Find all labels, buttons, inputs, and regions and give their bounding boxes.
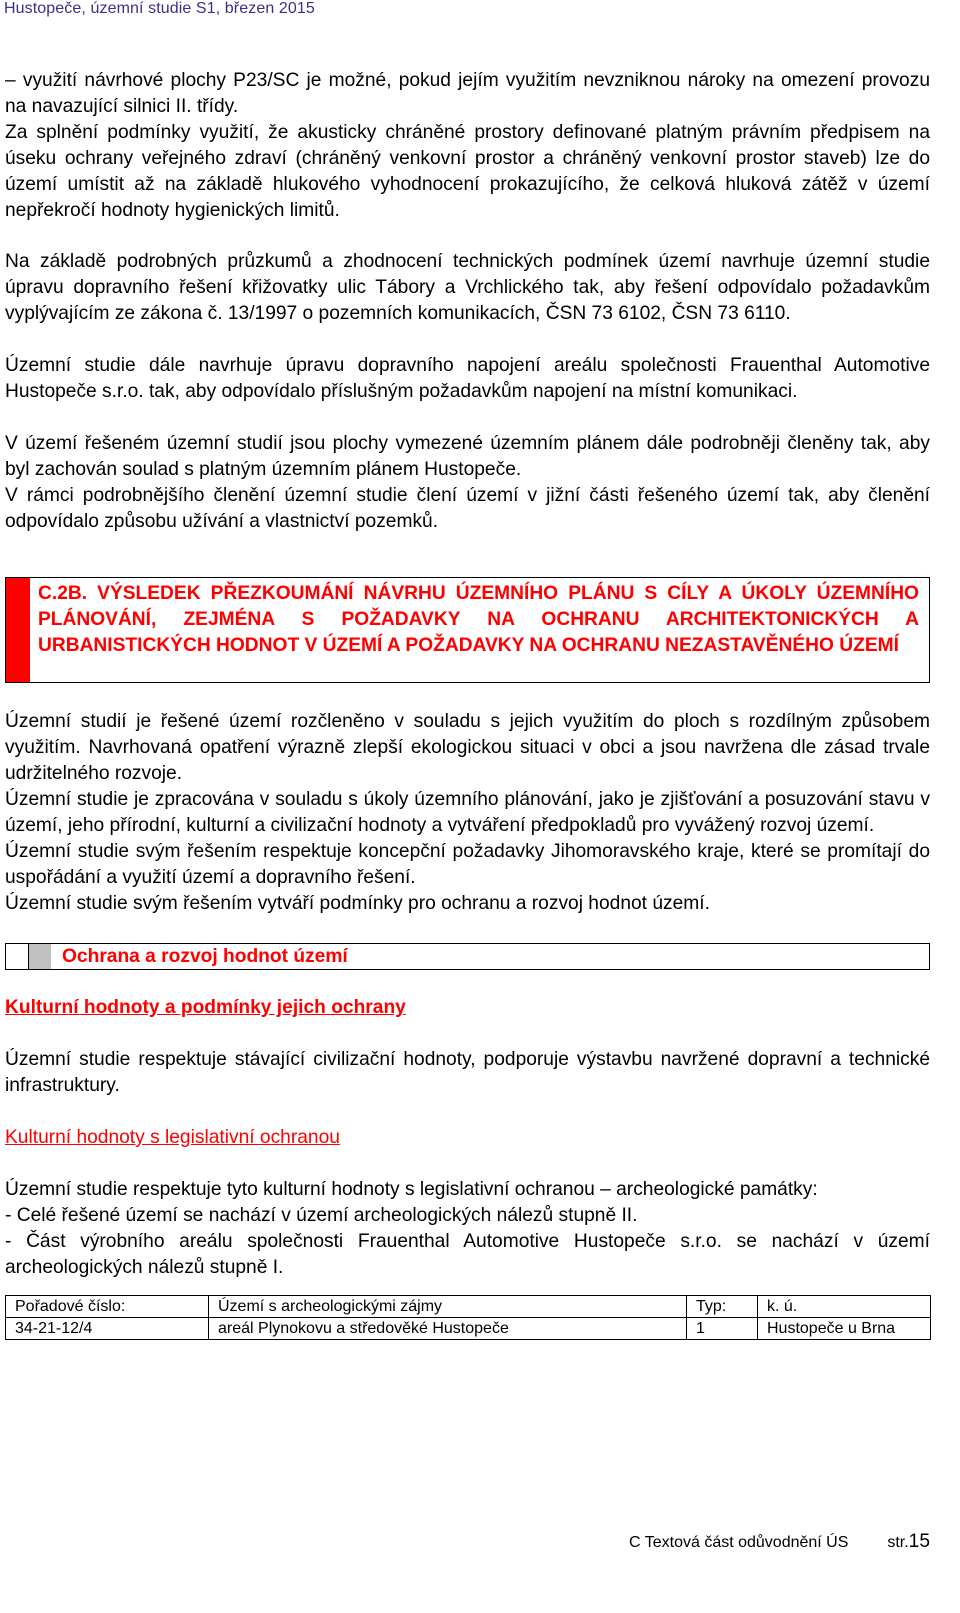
- table-row: [6, 1318, 931, 1340]
- table-header-cell: Pořadové číslo:: [6, 1296, 209, 1318]
- table-cell: 34-21-12/4: [6, 1318, 209, 1340]
- paragraph: V rámci podrobnějšího členění územní studie člení území v jižní části řešeného území tak, aby členění odpovídalo způsobu užívání a vlastnictví pozemků.: [5, 485, 930, 532]
- paragraph: V území řešeném územní studií jsou plochy vymezené územním plánem dále podrobněji členěny tak, aby byl zachován soulad s platným územním plánem Hustopeče.: [5, 433, 930, 480]
- table-header-cell: k. ú.: [758, 1296, 931, 1318]
- list-item: - Celé řešené území se nachází v území archeologických nálezů stupně II.: [5, 1205, 638, 1226]
- paragraph: Územní studie je zpracována v souladu s úkoly územního plánování, jako je zjišťování a posuzování stavu v území, jeho přírodní, kulturní a civilizační hodnoty a vytváření předpokladů pro vyvážený rozvoj území.: [5, 789, 930, 836]
- section-heading-box: [5, 577, 930, 683]
- archaeology-table: [5, 1295, 931, 1340]
- list-item: - Část výrobního areálu společnosti Frauenthal Automotive Hustopeče s.r.o. se nachází v území archeologických nálezů stupně I.: [5, 1231, 930, 1278]
- section-marker: [6, 578, 30, 682]
- page-footer: [629, 1531, 930, 1553]
- subsection-marker-white: [6, 944, 29, 969]
- table-cell: areál Plynokovu a středověké Hustopeče: [209, 1318, 687, 1340]
- paragraph: Na základě podrobných průzkumů a zhodnocení technických podmínek území navrhuje územní studie úpravu dopravního řešení křižovatky ulic Tábory a Vrchlického tak, aby řešení odpovídalo požadavkům vyplývajícím ze zákona č. 13/1997 o pozemních komunikacích, ČSN 73 6102, ČSN 73 6110.: [5, 251, 930, 324]
- table-cell: 1: [687, 1318, 758, 1340]
- section-title: C.2B. VÝSLEDEK PŘEZKOUMÁNÍ NÁVRHU ÚZEMNÍHO PLÁNU S CÍLY A ÚKOLY ÚZEMNÍHO PLÁNOVÁNÍ, ZEJMÉNA S POŽADAVKY NA OCHRANU ARCHITEKTONICKÝCH A URBANISTICKÝCH HODNOT V ÚZEMÍ A POŽADAVKY NA OCHRANU NEZASTAVĚNÉHO ÚZEMÍ: [38, 583, 919, 656]
- table-header-row: [6, 1296, 931, 1318]
- paragraph: Územní studie respektuje tyto kulturní hodnoty s legislativní ochranou – archeologické památky:: [5, 1179, 818, 1200]
- heading-cultural-values: Kulturní hodnoty a podmínky jejich ochrany: [5, 997, 406, 1018]
- paragraph: Za splnění podmínky využití, že akusticky chráněné prostory definované platným právním předpisem na úseku ochrany veřejného zdraví (chráněný venkovní prostor a chráněný venkovní prostor staveb) lze do území umístit až na základě hlukového vyhodnocení prokazujícího, že celková hluková zátěž v území nepřekročí hodnoty hygienických limitů.: [5, 122, 930, 221]
- footer-text: C Textová část odůvodnění ÚS: [629, 1534, 849, 1551]
- document-body: [5, 68, 930, 1340]
- paragraph: Územní studie svým řešením vytváří podmínky pro ochranu a rozvoj hodnot území.: [5, 893, 710, 914]
- paragraph: Územní studie respektuje stávající civilizační hodnoty, podporuje výstavbu navržené dopravní a technické infrastruktury.: [5, 1049, 930, 1096]
- subsection-title: Ochrana a rozvoj hodnot území: [62, 946, 348, 967]
- table-header-cell: Typ:: [687, 1296, 758, 1318]
- table-header-cell: Území s archeologickými zájmy: [209, 1296, 687, 1318]
- heading-legislative-protection: Kulturní hodnoty s legislativní ochranou: [5, 1127, 340, 1148]
- page-prefix: str.: [887, 1534, 909, 1551]
- subsection-marker-grey: [29, 944, 51, 969]
- paragraph: Územní studií je řešené území rozčleněno v souladu s jejich využitím do ploch s rozdílným způsobem využitím. Navrhovaná opatření výrazně zlepší ekologickou situaci v obci a jsou navržena dle zásad trvale udržitelného rozvoje.: [5, 711, 930, 784]
- paragraph: Územní studie svým řešením respektuje koncepční požadavky Jihomoravského kraje, které se promítají do uspořádání a využití území a dopravního řešení.: [5, 841, 930, 888]
- subsection-heading-box: [5, 943, 930, 970]
- paragraph: Územní studie dále navrhuje úpravu dopravního napojení areálu společnosti Frauenthal Automotive Hustopeče s.r.o. tak, aby odpovídalo příslušným požadavkům napojení na místní komunikaci.: [5, 355, 930, 402]
- page-header: Hustopeče, územní studie S1, březen 2015: [4, 0, 315, 17]
- table-cell: Hustopeče u Brna: [758, 1318, 931, 1340]
- page-number: 15: [908, 1531, 930, 1552]
- paragraph: – využití návrhové plochy P23/SC je možné, pokud jejím využitím nevzniknou nároky na omezení provozu na navazující silnici II. třídy.: [5, 70, 930, 117]
